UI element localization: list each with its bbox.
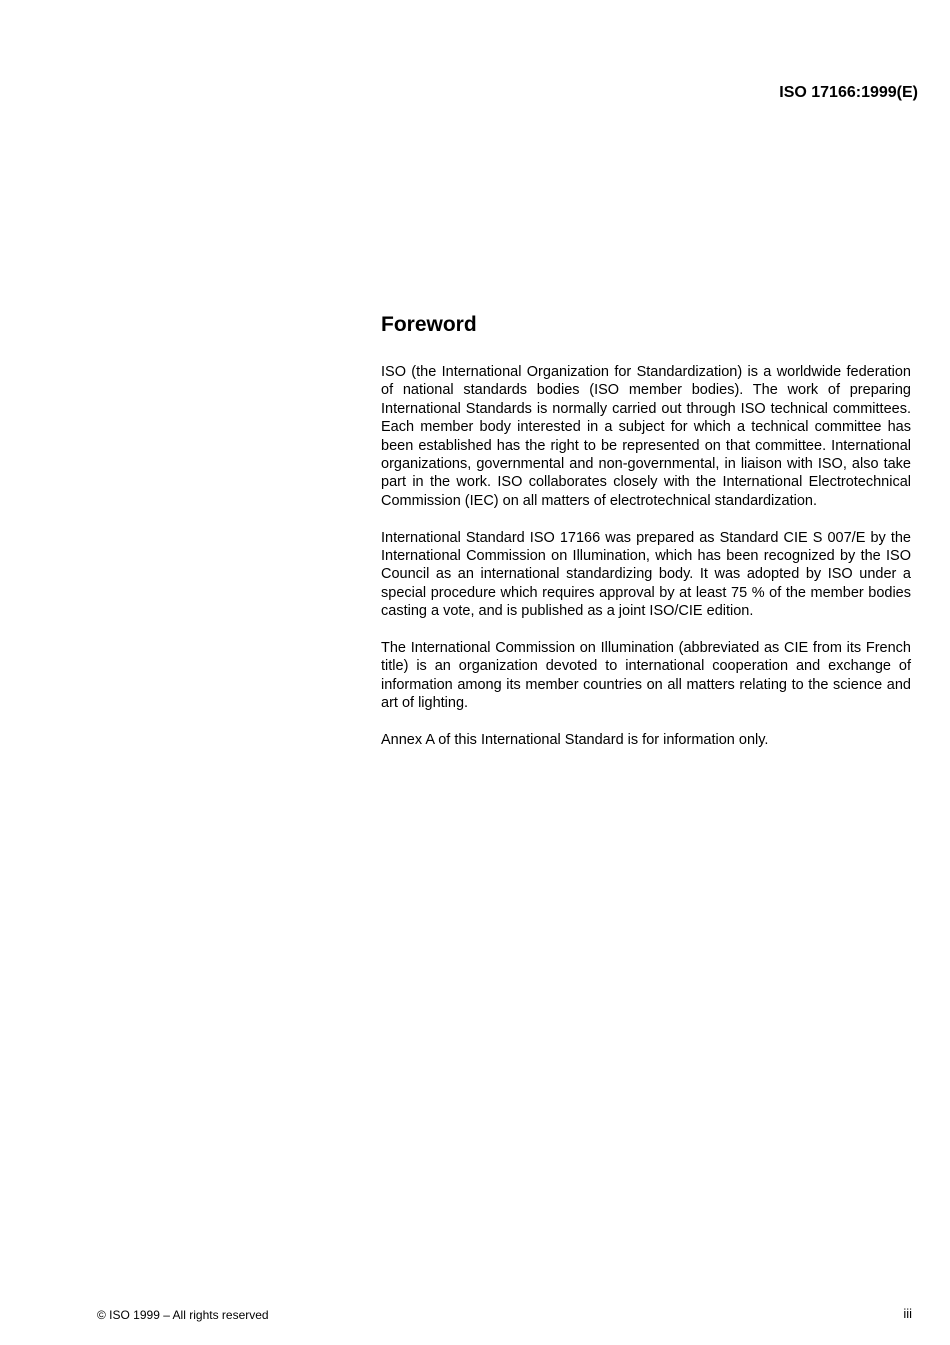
paragraph-cie-description: The International Commission on Illumination (abbreviated as CIE from its French title) is an organization devoted to international cooperation and exchange of information among its member countries on all matters relating to the science and art of lighting. bbox=[381, 640, 911, 712]
paragraph-preparation: International Standard ISO 17166 was prepared as Standard CIE S 007/E by the International Commission on Illumination, which has been recognized by the ISO Council as an international standardizing body. It was adopted by ISO under a special procedure which requires approval by at least 75 % of the member bodies casting a vote, and is published as a joint ISO/CIE edition. bbox=[381, 529, 911, 620]
section-heading: Foreword bbox=[381, 313, 477, 336]
foreword-section bbox=[381, 312, 911, 768]
page-number: iii bbox=[903, 1306, 912, 1321]
paragraph-annex-note: Annex A of this International Standard is for information only. bbox=[381, 732, 769, 749]
copyright-notice: © ISO 1999 – All rights reserved bbox=[97, 1308, 269, 1322]
paragraph-iso-overview: ISO (the International Organization for Standardization) is a worldwide federation of national standards bodies (ISO member bodies). The work of preparing International Standards is normally carried out through ISO technical committees. Each member body interested in a subject for which a technical committee has been established has the right to be represented on that committee. International organizations, governmental and non-governmental, in liaison with ISO, also take part in the work. ISO collaborates closely with the International Electrotechnical Commission (IEC) on all matters of electrotechnical standardization. bbox=[381, 364, 911, 509]
document-identifier: ISO 17166:1999(E) bbox=[779, 84, 918, 101]
